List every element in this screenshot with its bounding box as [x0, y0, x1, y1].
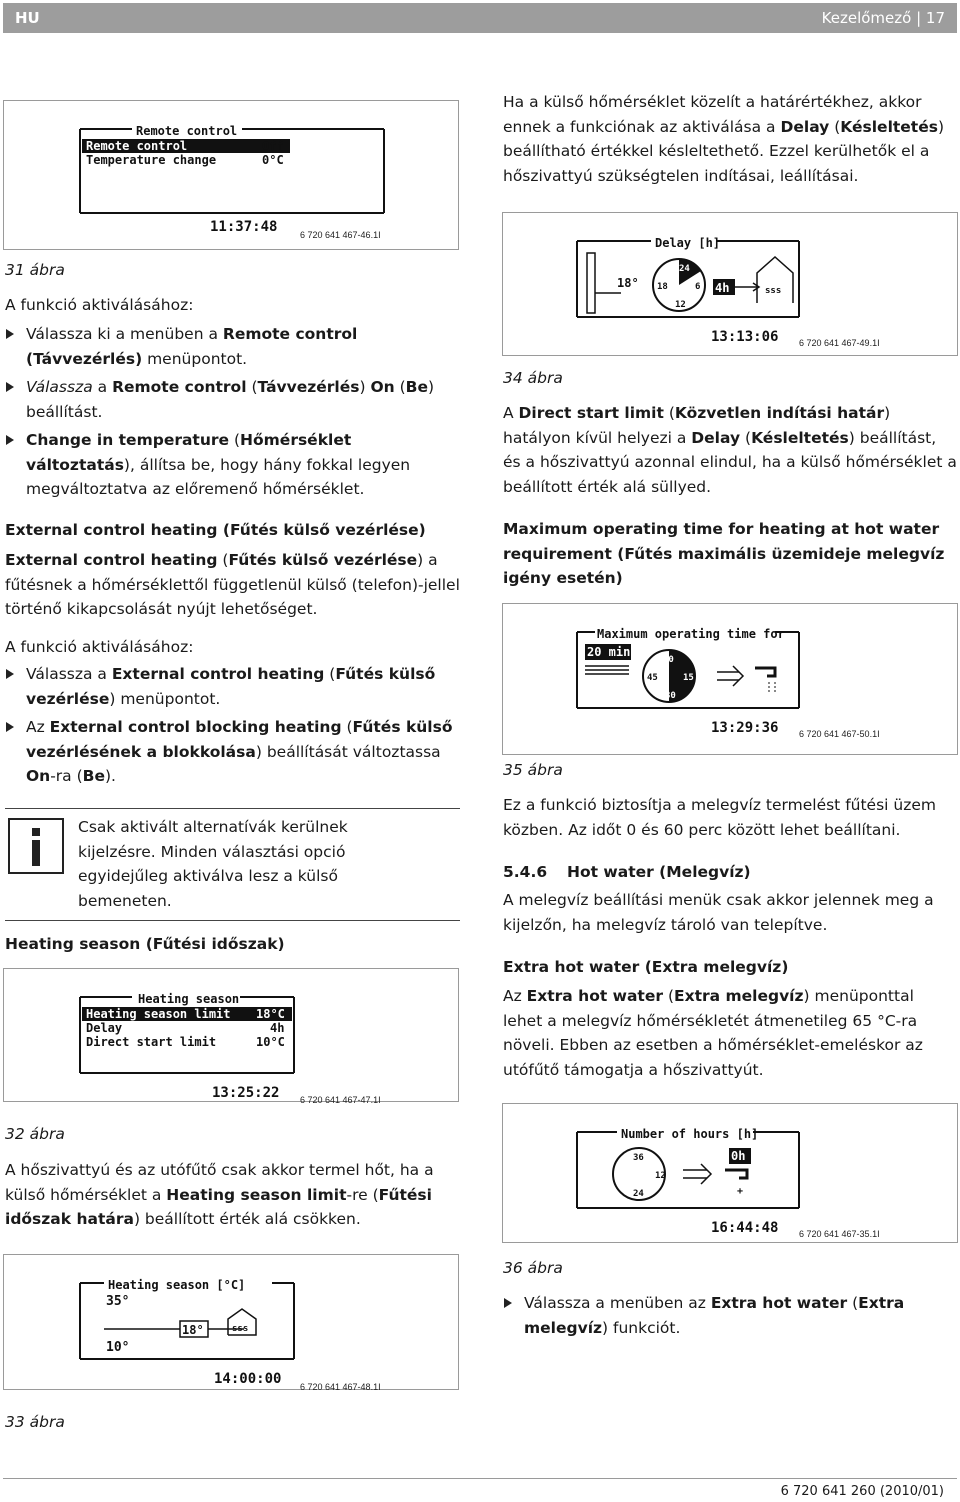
figure-36-display: [502, 1103, 958, 1243]
fig35-caption: 35 ábra: [503, 761, 563, 779]
footer-rule: [3, 1478, 957, 1479]
fig34-value: 4h: [715, 281, 730, 295]
figure-33-display: [3, 1254, 459, 1390]
fig31-title: Remote control: [136, 124, 238, 138]
fig32-title: Heating season: [138, 992, 240, 1006]
fig31-row2-value: 0°C: [262, 153, 284, 167]
fig35-value: 20 min: [587, 645, 631, 659]
fig34-caption: 34 ábra: [503, 369, 563, 387]
fig35-clock-d: 30: [665, 691, 676, 701]
figure-36-lcd: [503, 1104, 959, 1244]
fig35-clock-a: 60: [663, 655, 674, 665]
fig35-id: 6 720 641 467-50.1I: [799, 729, 880, 739]
figure-35-display: [502, 603, 958, 755]
fig34-temp: 18°: [617, 276, 639, 290]
fig36-clock-c: 24: [633, 1189, 644, 1199]
extra-paragraph: Az Extra hot water (Extra melegvíz) menüponttal lehet a melegvíz hőmérsékletét átmenetileg 65 °C-ra növeli. Ebben az esetben a hőmérséklet-emeléskor az utófűtő támogatja a hőszivattyút.: [503, 987, 923, 1079]
fig35-clock-c: 15: [683, 673, 694, 683]
max-paragraph: Ez a funkció biztosítja a melegvíz termelést fűtési üzem közben. Az időt 0 és 60 perc között lehet beállítani.: [503, 796, 936, 839]
direct-paragraph: A Direct start limit (Közvetlen indítási határ) hatályon kívül helyezi a Delay (Késleltetés) beállítást, és a hőszivattyú azonnal elindul, ha a külső hőmérséklet a beállított érték alá süllyed.: [503, 404, 957, 496]
fig34-time: 13:13:06: [711, 329, 779, 345]
fig36-clock-a: 36: [633, 1153, 644, 1163]
fig36-time: 16:44:48: [711, 1220, 779, 1236]
figure-33-lcd: [4, 1255, 460, 1391]
fig32-time: 13:25:22: [212, 1085, 280, 1101]
fig34-clock-d: 12: [675, 300, 686, 310]
header-title: Kezelőmező | 17: [821, 9, 945, 27]
activate-label-1: A funkció aktiválásához:: [5, 296, 194, 314]
hot-water-paragraph: A melegvíz beállítási menük csak akkor jelennek meg a kijelzőn, ha melegvíz tároló van telepítve.: [503, 891, 934, 934]
figure-34-lcd: [503, 213, 959, 357]
fig32-row3-label: Direct start limit: [86, 1035, 217, 1049]
fig31-time: 11:37:48: [210, 219, 278, 235]
fig34-clock-b: 18: [657, 282, 668, 292]
activate-label-2: A funkció aktiválásához:: [5, 638, 194, 656]
fig33-temp-top: 35°: [106, 1294, 130, 1309]
fig31-id: 6 720 641 467-46.1I: [300, 230, 381, 240]
fig31-row2-label: Temperature change: [86, 153, 217, 167]
fig32-id: 6 720 641 467-47.1I: [300, 1095, 381, 1105]
section-title: Hot water (Melegvíz): [567, 863, 751, 881]
svg-text:sss: sss: [232, 1324, 249, 1334]
figure-31-lcd: [4, 101, 460, 251]
fig32-row2-value: 4h: [270, 1021, 285, 1035]
ext-heading: External control heating (Fűtés külső vezérlése): [5, 521, 426, 539]
bullet-list-3: [503, 1291, 958, 1340]
bullet-ext-blocking: Az External control blocking heating (Fűtés külső vezérlésének a blokkolása) beállítását változtassa On-ra (Be).: [5, 715, 460, 789]
fig35-time: 13:29:36: [711, 720, 779, 736]
fig35-clock-b: 45: [647, 673, 658, 683]
bullet-ext-menu: Válassza a External control heating (Fűtés külső vezérlése) menüpontot.: [5, 662, 460, 711]
bullet-remote-on: Válassza a Remote control (Távvezérlés) On (Be) beállítást.: [5, 375, 460, 424]
language-code: HU: [15, 9, 40, 27]
fig33-time: 14:00:00: [214, 1371, 282, 1387]
bullet-temp-change: Change in temperature (Hőmérséklet változtatás), állítsa be, hogy hány fokkal legyen megváltoztatva az előremenő hőmérséklet.: [5, 428, 460, 502]
fig36-title: Number of hours [h]: [621, 1127, 759, 1141]
fig32-row3-value: 10°C: [256, 1035, 285, 1049]
note-top-rule: [5, 808, 460, 809]
fig33-id: 6 720 641 467-48.1I: [300, 1382, 381, 1392]
figure-31-display: [3, 100, 459, 250]
fig31-row1-value: Off: [262, 139, 284, 153]
bullet-extra-hot-water: Válassza a menüben az Extra hot water (Extra melegvíz) funkciót.: [503, 1291, 958, 1340]
bullet-remote-menu: Válassza ki a menüben a Remote control (Távvezérlés) menüpontot.: [5, 322, 460, 371]
intro-paragraph: Ha a külső hőmérséklet közelít a határértékhez, akkor ennek a funkciónak az aktiválása a Delay (Késleltetés) beállítható értékkel késleltethető. Ezzel kerülhetők el a hőszivattyú szükségtelen indításai, leállításai.: [503, 93, 945, 185]
note-bottom-rule: [5, 920, 460, 921]
info-icon: [8, 818, 64, 874]
footer-doc-number: 6 720 641 260 (2010/01): [780, 1484, 944, 1499]
fig33-temp-bottom: 10°: [106, 1340, 130, 1355]
fig33-caption: 33 ábra: [5, 1413, 65, 1431]
fig32-caption: 32 ábra: [5, 1125, 65, 1143]
fig36-clock-b: 12: [655, 1171, 666, 1181]
fig32-row1-label: Heating season limit: [86, 1007, 231, 1021]
fig34-title: Delay [h]: [655, 236, 721, 250]
figure-32-lcd: [4, 969, 460, 1103]
extra-heading: Extra hot water (Extra melegvíz): [503, 958, 789, 976]
fig32-row1-value: 18°C: [256, 1007, 285, 1021]
section-number: 5.4.6: [503, 863, 548, 881]
fig31-row1-label: Remote control: [86, 139, 188, 153]
fig34-clock-c: 6: [695, 282, 701, 292]
fig32-row2-label: Delay: [86, 1021, 123, 1035]
svg-text:sss: sss: [765, 286, 782, 296]
note-text: Csak aktivált alternatívák kerülnek kijelzésre. Minden választási opció egyidejűleg aktiválva lesz a külső bemeneten.: [78, 818, 348, 910]
fig36-id: 6 720 641 467-35.1I: [799, 1229, 880, 1239]
fig31-caption: 31 ábra: [5, 261, 65, 279]
fig34-clock-a: 24: [679, 264, 690, 274]
fig35-title: Maximum operating time for: [597, 627, 785, 641]
figure-34-display: [502, 212, 958, 356]
figure-32-display: [3, 968, 459, 1105]
ext-paragraph: External control heating (Fűtés külső vezérlése) a fűtésnek a hőmérséklettől függetlenül külső (telefon)-jellel történő kikapcsolását nyújt lehetőséget.: [5, 551, 460, 618]
fig36-value: 0h: [731, 1149, 746, 1163]
bullet-list-2: [5, 662, 460, 789]
figure-35-lcd: [503, 604, 959, 756]
max-heading: Maximum operating time for heating at hot water requirement (Fűtés maximális üzemideje melegvíz igény esetén): [503, 520, 945, 587]
fig33-value: 18°: [182, 1323, 204, 1337]
svg-text:+: +: [737, 1186, 744, 1197]
fig36-caption: 36 ábra: [503, 1259, 563, 1277]
heat-heading: Heating season (Fűtési időszak): [5, 935, 285, 953]
fig34-id: 6 720 641 467-49.1I: [799, 338, 880, 348]
heat-paragraph: A hőszivattyú és az utófűtő csak akkor termel hőt, ha a külső hőmérséklet a Heating season limit-re (Fűtési időszak határa) beállított érték alá csökken.: [5, 1161, 434, 1228]
fig33-title: Heating season [°C]: [108, 1278, 246, 1292]
bullet-list-1: [5, 322, 460, 502]
page-header: [3, 3, 957, 33]
